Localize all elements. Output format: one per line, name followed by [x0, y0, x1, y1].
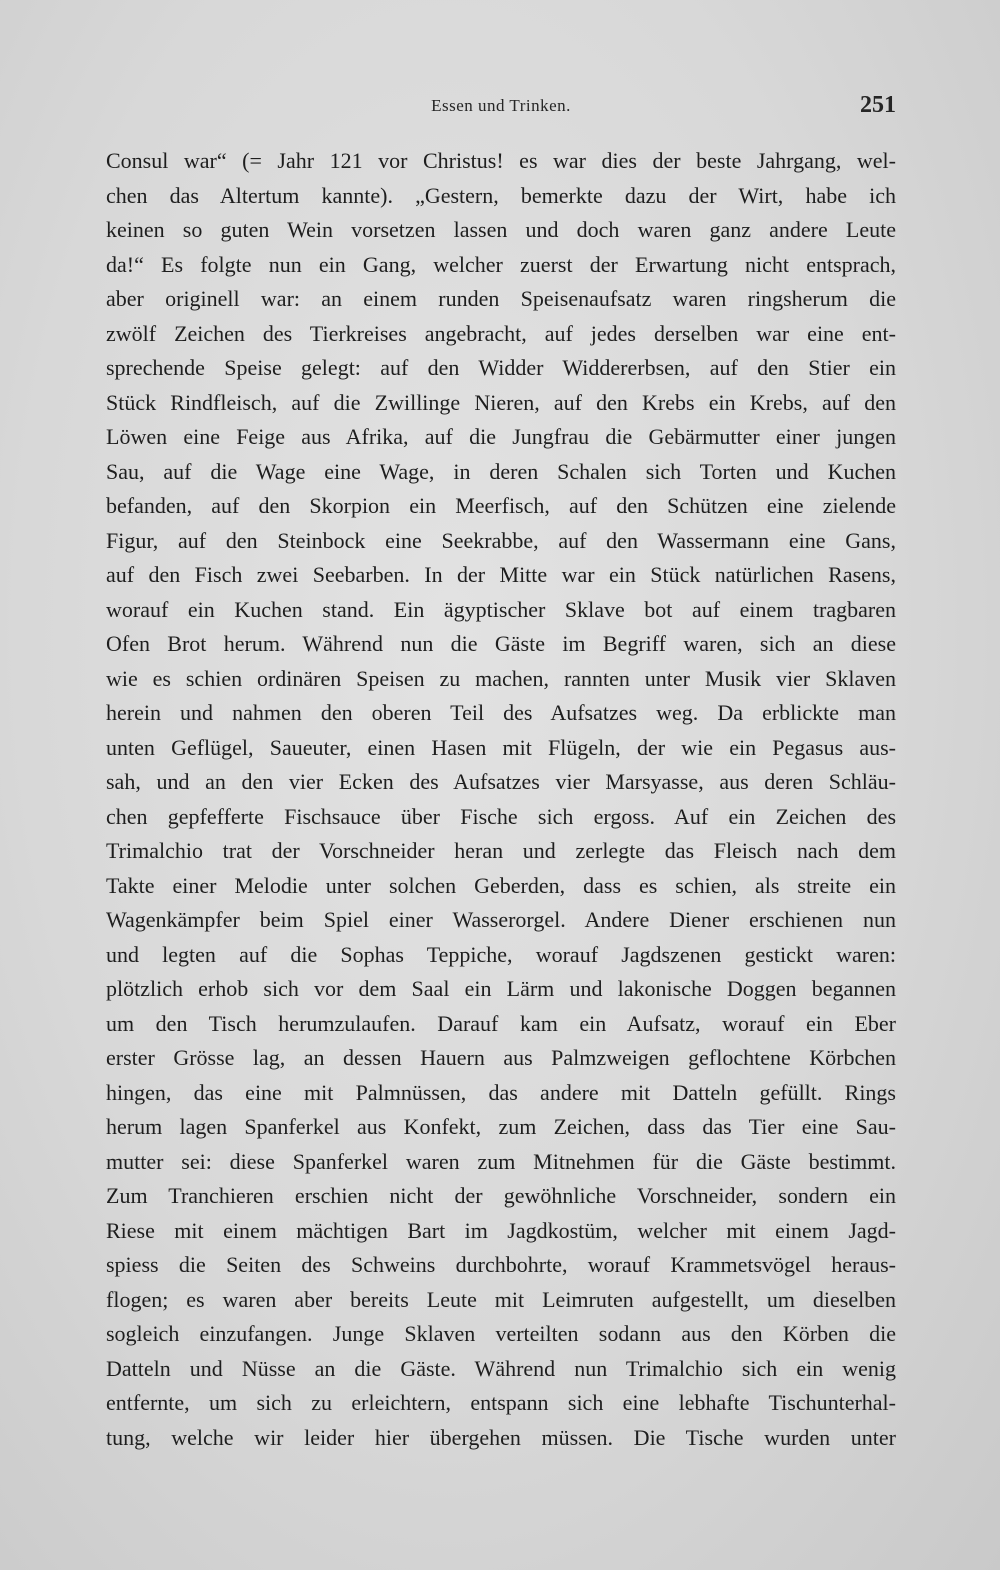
text-line: entfernte, um sich zu erleichtern, entspann sich eine lebhafte Tischunterhal- — [106, 1390, 896, 1415]
text-line: Consul war“ (= Jahr 121 vor Christus! es war dies der beste Jahrgang, wel- — [106, 148, 896, 173]
text-line: unten Geflügel, Saueuter, einen Hasen mit Flügeln, der wie ein Pegasus aus- — [106, 734, 896, 760]
text-line: chen das Altertum kannte). „Gestern, bemerkte dazu der Wirt, habe ich — [106, 182, 896, 208]
text-line: da!“ Es folgte nun ein Gang, welcher zuerst der Erwartung nicht entsprach, — [106, 251, 896, 277]
text-line: und legten auf die Sophas Teppiche, worauf Jagdszenen gestickt waren: — [106, 941, 896, 967]
text-line: herum lagen Spanferkel aus Konfekt, zum Zeichen, dass das Tier eine Sau- — [106, 1114, 896, 1139]
text-line: wie es schien ordinären Speisen zu machen, rannten unter Musik vier Sklaven — [106, 665, 896, 691]
text-line: um den Tisch herumzulaufen. Darauf kam ein Aufsatz, worauf ein Eber — [106, 1010, 896, 1036]
body-text — [106, 144, 896, 1455]
page-number: 251 — [860, 92, 896, 118]
text-line: befanden, auf den Skorpion ein Meerfisch, auf den Schützen eine zielende — [106, 493, 896, 518]
text-line: plötzlich erhob sich vor dem Saal ein Lärm und lakonische Doggen begannen — [106, 976, 896, 1001]
text-line: herein und nahmen den oberen Teil des Aufsatzes weg. Da erblickte man — [106, 700, 896, 725]
running-title: Essen und Trinken. — [431, 96, 571, 115]
text-line: Zum Tranchieren erschien nicht der gewöhnliche Vorschneider, sondern ein — [106, 1183, 896, 1208]
text-line: spiess die Seiten des Schweins durchbohrte, worauf Krammetsvögel heraus- — [106, 1252, 896, 1277]
text-line: tung, welche wir leider hier übergehen müssen. Die Tische wurden unter — [106, 1424, 896, 1450]
text-line: sogleich einzufangen. Junge Sklaven verteilten sodann aus den Körben die — [106, 1321, 896, 1346]
text-line: erster Grösse lag, an dessen Hauern aus Palmzweigen geflochtene Körbchen — [106, 1045, 896, 1070]
text-line: flogen; es waren aber bereits Leute mit Leimruten aufgestellt, um dieselben — [106, 1286, 896, 1312]
text-line: Riese mit einem mächtigen Bart im Jagdkostüm, welcher mit einem Jagd- — [106, 1217, 896, 1243]
text-line: Takte einer Melodie unter solchen Geberden, dass es schien, als streite ein — [106, 872, 896, 898]
text-line: Stück Rindfleisch, auf die Zwillinge Nieren, auf den Krebs ein Krebs, auf den — [106, 389, 896, 415]
page-header — [106, 92, 896, 126]
text-line: keinen so guten Wein vorsetzen lassen und doch waren ganz andere Leute — [106, 217, 896, 242]
text-line: worauf ein Kuchen stand. Ein ägyptischer Sklave bot auf einem tragbaren — [106, 596, 896, 622]
text-line: mutter sei: diese Spanferkel waren zum Mitnehmen für die Gäste bestimmt. — [106, 1148, 896, 1174]
text-line: Figur, auf den Steinbock eine Seekrabbe, auf den Wassermann eine Gans, — [106, 527, 896, 553]
text-line: hingen, das eine mit Palmnüssen, das andere mit Datteln gefüllt. Rings — [106, 1079, 896, 1105]
text-line: sprechende Speise gelegt: auf den Widder Widdererbsen, auf den Stier ein — [106, 355, 896, 380]
text-line: sah, und an den vier Ecken des Aufsatzes vier Marsyasse, aus deren Schläu- — [106, 769, 896, 794]
text-line: Datteln und Nüsse an die Gäste. Während nun Trimalchio sich ein wenig — [106, 1355, 896, 1381]
text-line: chen gepfefferte Fischsauce über Fische sich ergoss. Auf ein Zeichen des — [106, 803, 896, 829]
text-line: Trimalchio trat der Vorschneider heran und zerlegte das Fleisch nach dem — [106, 838, 896, 863]
text-line: Ofen Brot herum. Während nun die Gäste im Begriff waren, sich an diese — [106, 631, 896, 656]
text-line: Wagenkämpfer beim Spiel einer Wasserorgel. Andere Diener erschienen nun — [106, 907, 896, 932]
text-line: zwölf Zeichen des Tierkreises angebracht, auf jedes derselben war eine ent- — [106, 320, 896, 346]
text-line: Sau, auf die Wage eine Wage, in deren Schalen sich Torten und Kuchen — [106, 458, 896, 484]
text-line: aber originell war: an einem runden Speisenaufsatz waren ringsherum die — [106, 286, 896, 311]
text-line: Löwen eine Feige aus Afrika, auf die Jungfrau die Gebärmutter einer jungen — [106, 424, 896, 449]
text-line: auf den Fisch zwei Seebarben. In der Mitte war ein Stück natürlichen Rasens, — [106, 562, 896, 587]
